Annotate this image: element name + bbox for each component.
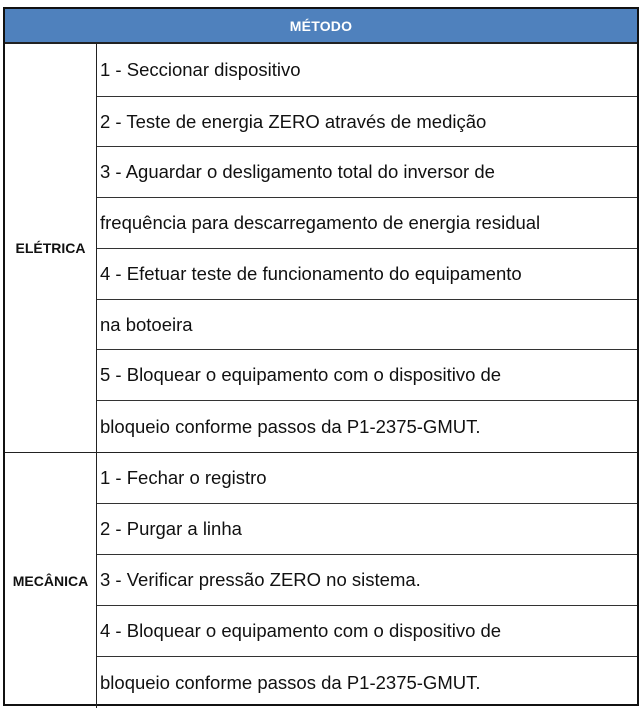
- step-list: [97, 453, 637, 708]
- step-list: [97, 44, 637, 452]
- section-mecanica: [5, 453, 637, 708]
- step-row: frequência para descarregamento de energia residual: [97, 198, 637, 249]
- step-row: 3 - Verificar pressão ZERO no sistema.: [97, 555, 637, 606]
- step-row: na botoeira: [97, 300, 637, 351]
- step-row: 2 - Teste de energia ZERO através de medição: [97, 97, 637, 148]
- step-row: 5 - Bloquear o equipamento com o dispositivo de: [97, 350, 637, 401]
- method-table: [3, 7, 639, 706]
- table-header: MÉTODO: [5, 9, 637, 44]
- category-label: ELÉTRICA: [5, 44, 97, 452]
- step-row: 3 - Aguardar o desligamento total do inversor de: [97, 147, 637, 198]
- section-eletrica: [5, 44, 637, 453]
- step-row: bloqueio conforme passos da P1-2375-GMUT.: [100, 415, 481, 437]
- step-row: 2 - Purgar a linha: [97, 504, 637, 555]
- step-row: 1 - Seccionar dispositivo: [97, 44, 637, 97]
- category-label: MECÂNICA: [5, 453, 97, 708]
- step-row: 4 - Efetuar teste de funcionamento do equipamento: [97, 249, 637, 300]
- step-row: 1 - Fechar o registro: [97, 453, 637, 504]
- step-row: 4 - Bloquear o equipamento com o dispositivo de: [97, 606, 637, 657]
- step-row: bloqueio conforme passos da P1-2375-GMUT.: [100, 671, 481, 693]
